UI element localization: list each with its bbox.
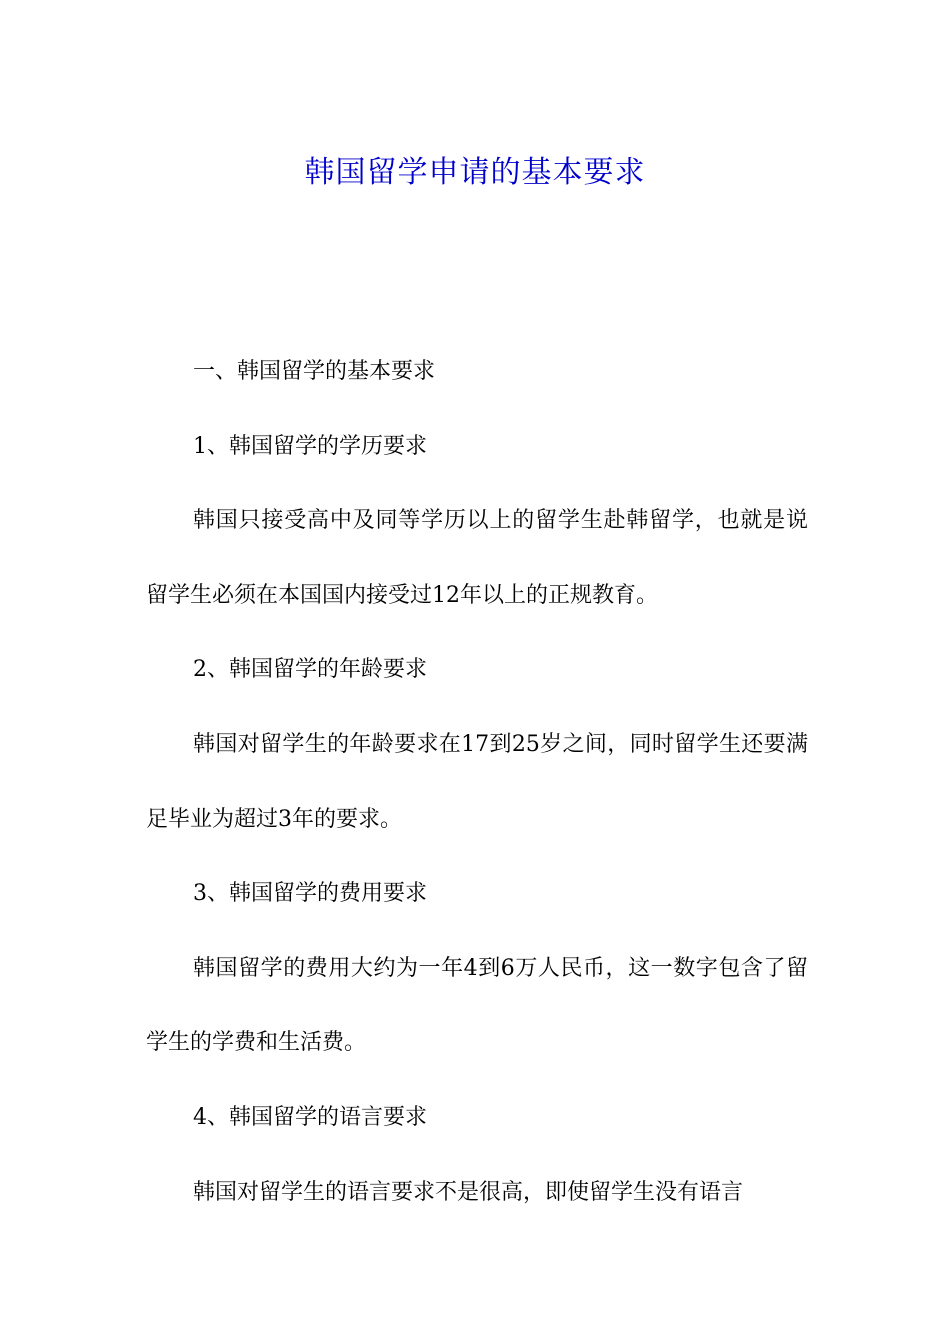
body-paragraph: 韩国对留学生的语言要求不是很高，即使留学生没有语言 [193,1179,744,1205]
section-heading: 一、韩国留学的基本要求 [193,359,436,384]
subsection-heading: 2、韩国留学的年龄要求 [193,657,427,683]
document-body [146,335,808,1230]
body-paragraph: 韩国只接受高中及同等学历以上的留学生赴韩留学，也就是说留学生必须在本国国内接受过12年以上的正规教育。 [146,508,808,608]
document-title: 韩国留学申请的基本要求 [304,155,646,191]
subsection-heading: 3、韩国留学的费用要求 [193,881,427,907]
subsection-heading: 1、韩国留学的学历要求 [193,433,427,459]
subsection-heading: 4、韩国留学的语言要求 [193,1104,427,1130]
body-paragraph: 韩国对留学生的年龄要求在17到25岁之间，同时留学生还要满足毕业为超过3年的要求。 [146,731,808,832]
body-paragraph: 韩国留学的费用大约为一年4到6万人民币，这一数字包含了留学生的学费和生活费。 [146,955,808,1056]
